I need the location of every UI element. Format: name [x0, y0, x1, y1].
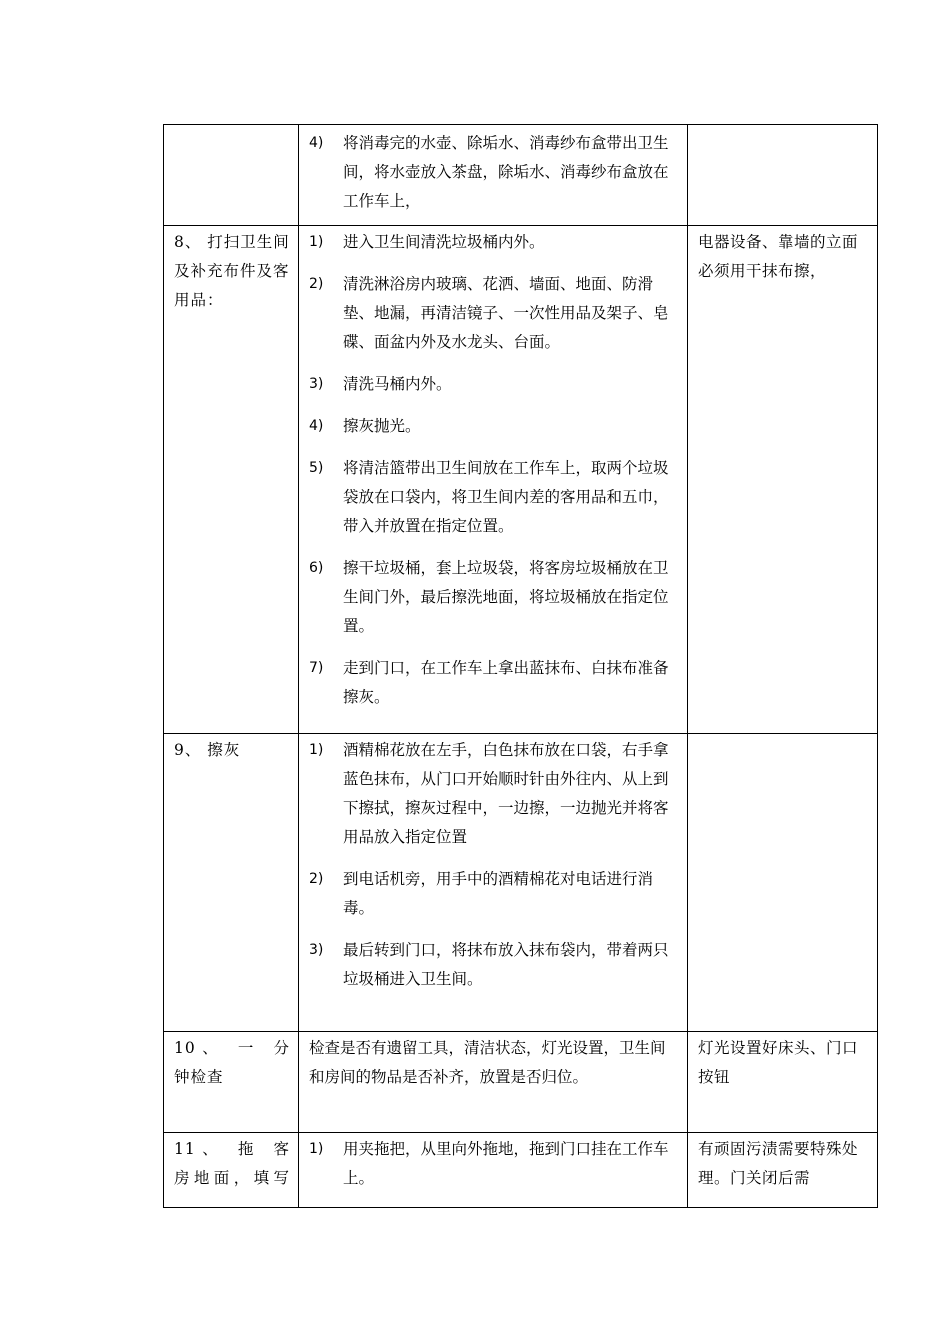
action-cell [299, 734, 688, 1032]
action-cell [299, 125, 688, 226]
list-item: 4) 擦灰抛光。 [309, 417, 421, 435]
action-cell [299, 226, 688, 734]
list-item: 1) 进入卫生间清洗垃圾桶内外。 [309, 233, 545, 251]
step-cell: 8、 打扫卫生间及补充布件及客用品： [164, 226, 299, 734]
list-item: 3) 清洗马桶内外。 [309, 375, 452, 393]
step-cell: 10、 一 分 钟检查 [164, 1032, 299, 1133]
table-row [164, 125, 878, 226]
list-item: 6) 擦干垃圾桶，套上垃圾袋，将客房垃圾桶放在卫生间门外，最后擦洗地面，将垃圾桶放在指定位置。 [309, 559, 669, 635]
table-row [164, 734, 878, 1032]
table-row [164, 1133, 878, 1208]
list-item: 1) 用夹拖把，从里向外拖地，拖到门口挂在工作车上。 [309, 1140, 669, 1187]
list-item: 2) 到电话机旁，用手中的酒精棉花对电话进行消毒。 [309, 870, 654, 917]
list-item: 5) 将清洁篮带出卫生间放在工作车上，取两个垃圾袋放在口袋内，将卫生间内差的客用品和五巾，带入并放置在指定位置。 [309, 459, 669, 535]
note-cell: 有顽固污渍需要特殊处理。门关闭后需 [688, 1133, 878, 1208]
step-cell: 11、 拖 客 房地面，填写 [164, 1133, 299, 1208]
step-cell: 9、 擦灰 [164, 734, 299, 1032]
procedure-table [163, 124, 878, 1208]
list-item: 3) 最后转到门口，将抹布放入抹布袋内，带着两只垃圾桶进入卫生间。 [309, 941, 669, 988]
table-row [164, 1032, 878, 1133]
action-cell: 检查是否有遗留工具，清洁状态，灯光设置，卫生间和房间的物品是否补齐，放置是否归位。 [299, 1032, 688, 1133]
list-item: 4) 将消毒完的水壶、除垢水、消毒纱布盒带出卫生间，将水壶放入茶盘，除垢水、消毒纱布盒放在工作车上， [309, 134, 669, 210]
table-row [164, 226, 878, 734]
list-item: 1) 酒精棉花放在左手，白色抹布放在口袋，右手拿蓝色抹布，从门口开始顺时针由外往内、从上到下擦拭，擦灰过程中，一边擦，一边抛光并将客用品放入指定位置 [309, 741, 669, 846]
step-cell [164, 125, 299, 226]
note-cell [688, 125, 878, 226]
note-cell [688, 734, 878, 1032]
note-cell: 灯光设置好床头、门口按钮 [688, 1032, 878, 1133]
note-cell: 电器设备、靠墙的立面必须用干抹布擦， [688, 226, 878, 734]
list-item: 2) 清洗淋浴房内玻璃、花洒、墙面、地面、防滑垫、地漏，再清洁镜子、一次性用品及架子、皂碟、面盆内外及水龙头、台面。 [309, 275, 669, 351]
action-cell [299, 1133, 688, 1208]
list-item: 7) 走到门口，在工作车上拿出蓝抹布、白抹布准备擦灰。 [309, 659, 669, 706]
